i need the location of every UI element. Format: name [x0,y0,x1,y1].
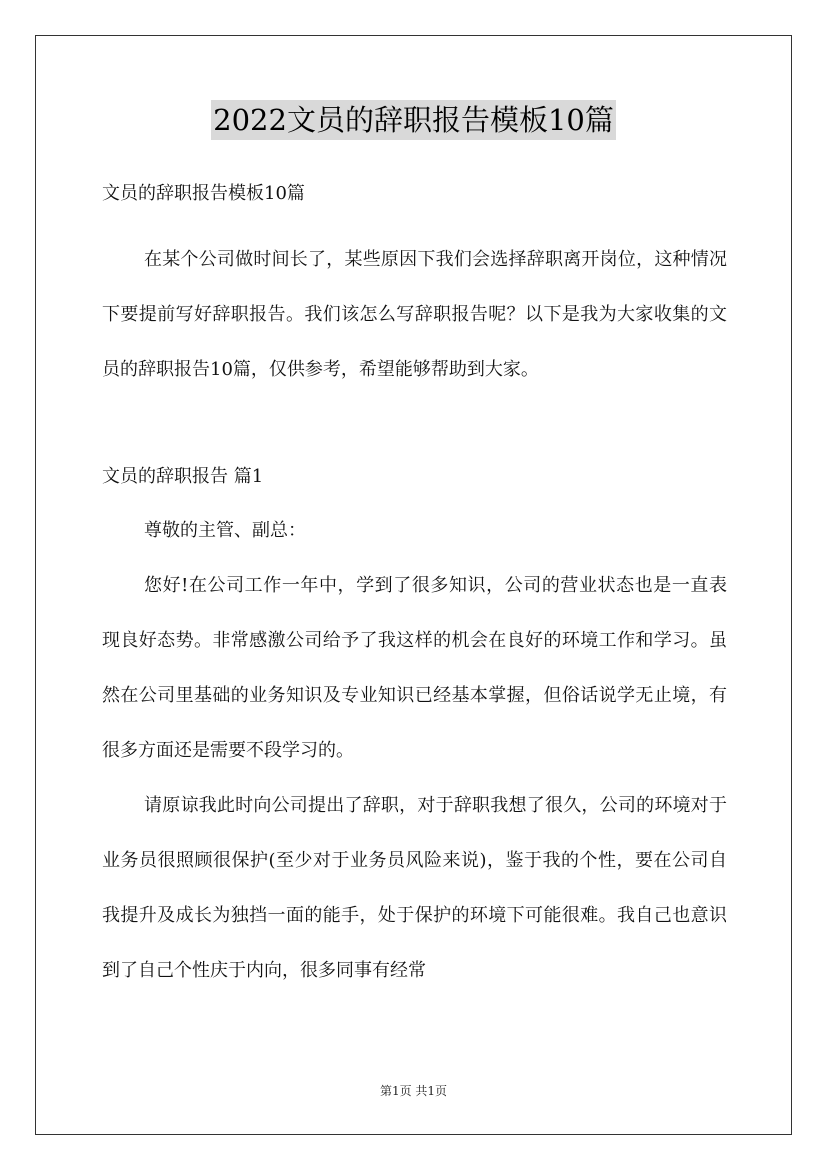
document-body [102,176,727,998]
document-title: 2022文员的辞职报告模板10篇 [211,100,616,140]
letter-paragraph-1: 您好!在公司工作一年中，学到了很多知识，公司的营业状态也是一直表现良好态势。非常感激公司给予了我这样的机会在良好的环境工作和学习。虽然在公司里基础的业务知识及专业知识已经基本掌握，但俗话说学无止境，有很多方面还是需要不段学习的。 [102,575,727,761]
letter-paragraph-2: 请原谅我此时向公司提出了辞职，对于辞职我想了很久，公司的环境对于业务员很照顾很保护(至少对于业务员风险来说)，鉴于我的个性，要在公司自我提升及成长为独挡一面的能手，处于保护的环境下可能很难。我自己也意识到了自己个性庆于内向，很多同事有经常 [102,795,727,981]
document-title-wrap [0,100,827,140]
letter-salutation: 尊敬的主管、副总： [144,520,306,541]
page-footer: 第1页 共1页 [379,1084,448,1098]
document-subtitle: 文员的辞职报告模板10篇 [102,183,305,204]
intro-paragraph: 在某个公司做时间长了，某些原因下我们会选择辞职离开岗位，这种情况下要提前写好辞职报告。我们该怎么写辞职报告呢？以下是我为大家收集的文员的辞职报告10篇，仅供参考，希望能够帮助到大家。 [102,249,727,380]
section-heading-1: 文员的辞职报告 篇1 [102,466,264,487]
